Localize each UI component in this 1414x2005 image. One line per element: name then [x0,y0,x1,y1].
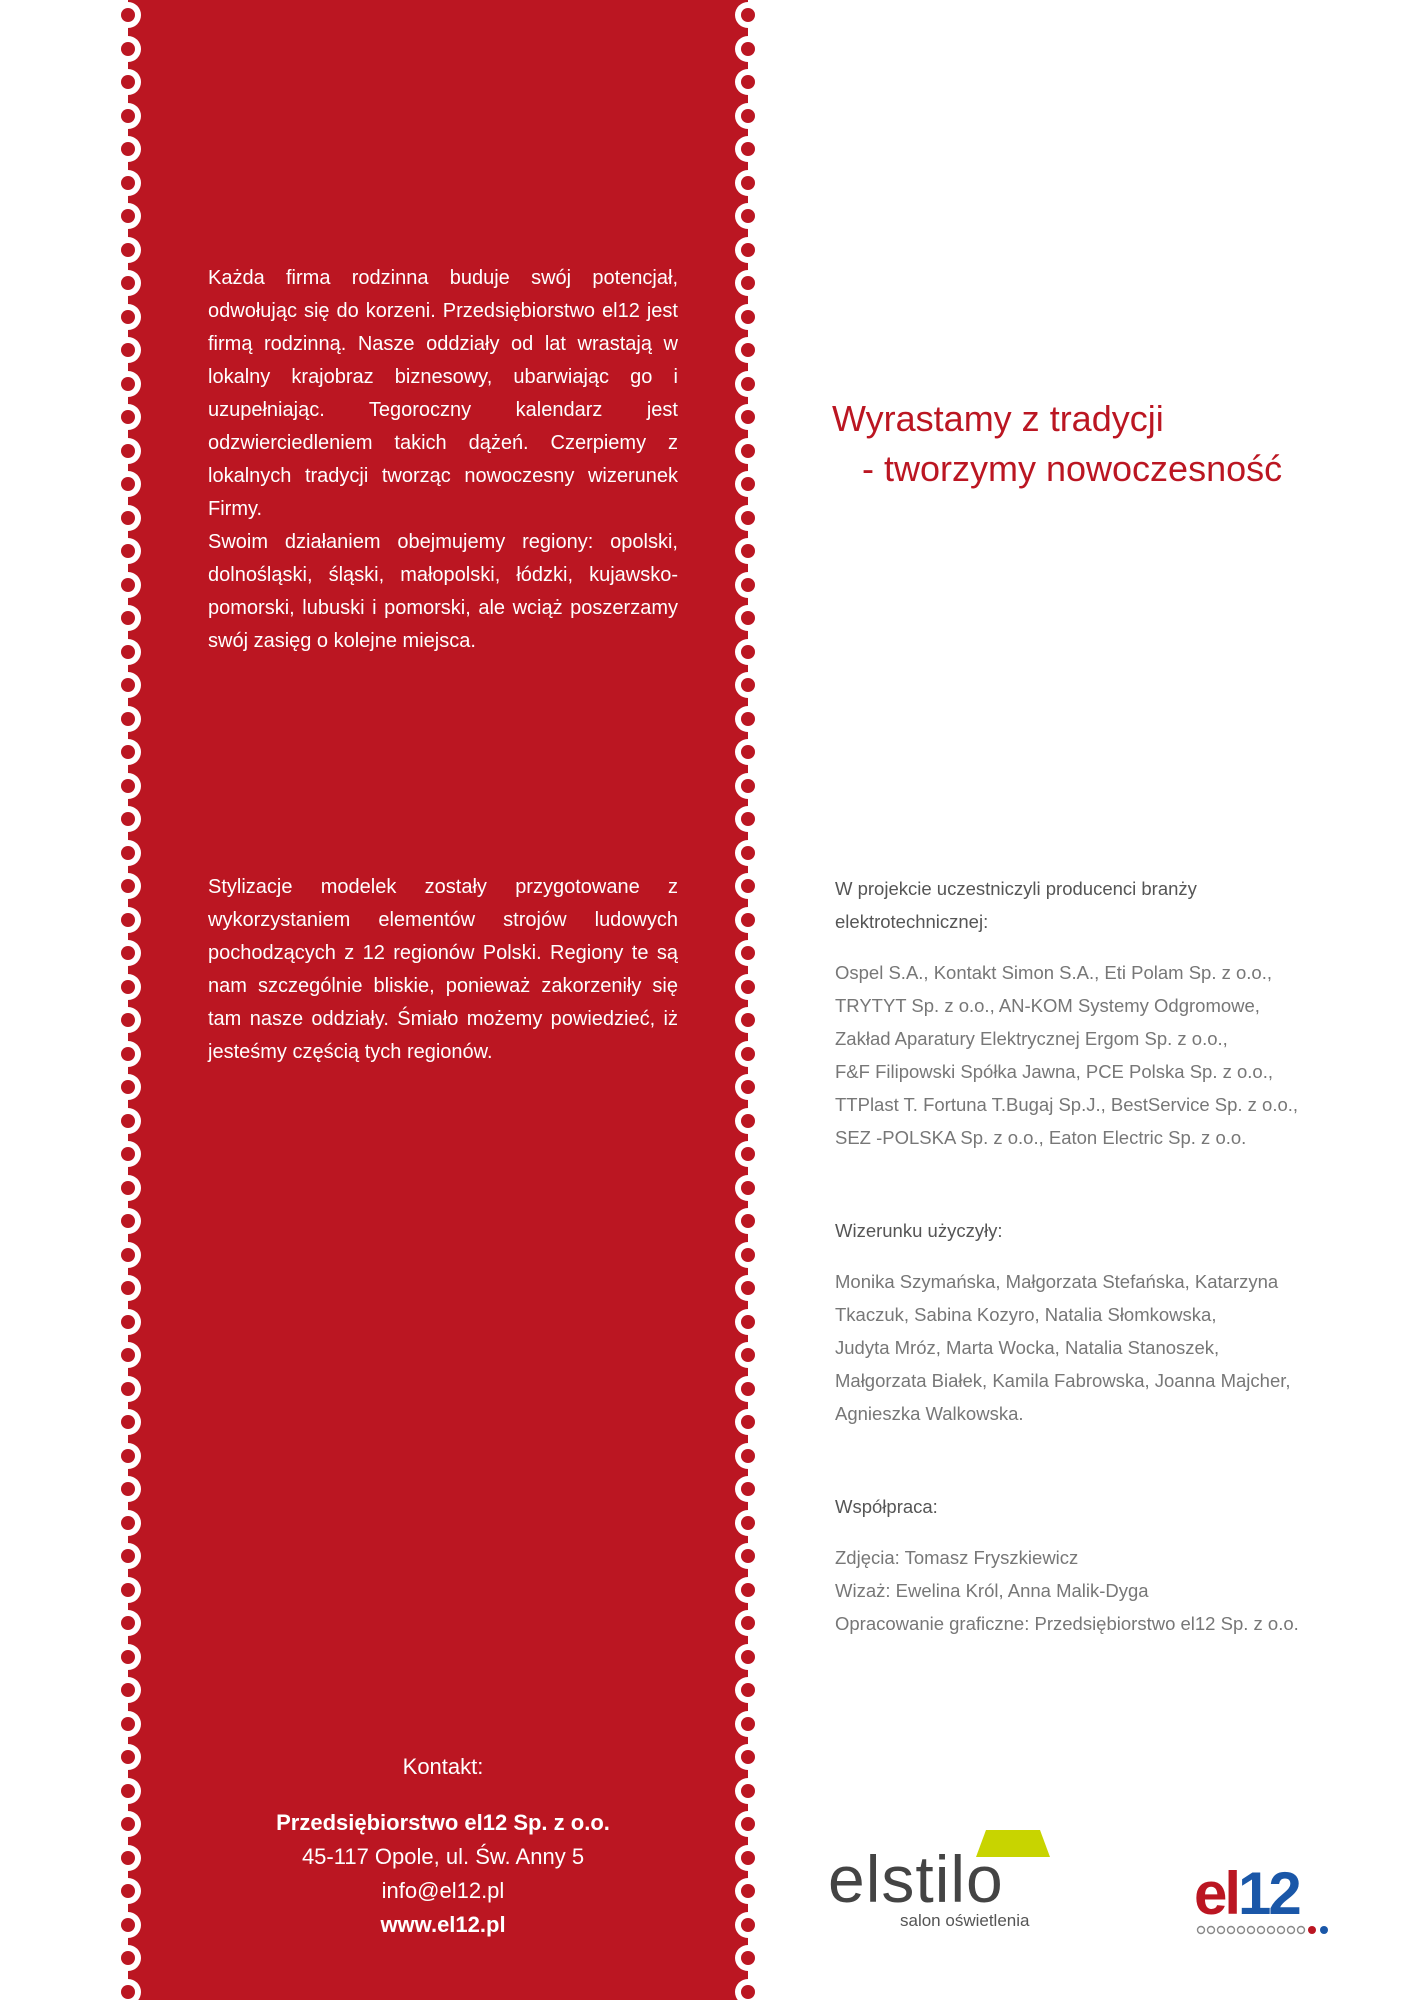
producers-line: SEZ -POLSKA Sp. z o.o., Eaton Electric Sp. z o.o. [835,1127,1247,1148]
scallop-ring [115,974,141,1000]
scallop-ring [735,1476,761,1502]
scallop-ring [115,1041,141,1067]
scallop-ring [115,505,141,531]
scallop-ring [115,1141,141,1167]
ribbon-stylization-text [208,871,678,1069]
scallop-ring [735,438,761,464]
scallop-ring [735,940,761,966]
scallop-ring [735,1945,761,1971]
models-line: Judyta Mróz, Marta Wocka, Natalia Stanoszek, [835,1337,1220,1358]
page-heading [832,394,1282,494]
scallop-ring [115,1945,141,1971]
scallop-ring [735,538,761,564]
scallop-ring [735,136,761,162]
scallop-ring [115,1208,141,1234]
el12-red-dot [1308,1926,1316,1934]
scallop-ring [735,1510,761,1536]
scallop-ring [115,1443,141,1469]
models-section [835,1214,1315,1430]
scallop-ring [115,103,141,129]
scallop-ring [115,36,141,62]
cooperation-line: Wizaż: Ewelina Król, Anna Malik-Dyga [835,1580,1149,1601]
scallop-ring [735,36,761,62]
cooperation-title: Współpraca: [835,1496,938,1517]
producers-section [835,872,1315,1154]
scallop-ring [735,471,761,497]
producers-title [835,872,1315,938]
scallop-ring [735,270,761,296]
scallop-ring [115,1242,141,1268]
elstilo-wordmark: elstilo [828,1842,1004,1916]
scallop-ring [115,907,141,933]
el12-logo [1194,1858,1346,1938]
scallop-ring [115,639,141,665]
scallop-ring [735,1242,761,1268]
elstilo-subtitle: salon oświetlenia [900,1911,1030,1930]
scallop-ring [735,1108,761,1134]
scallop-ring [115,1677,141,1703]
scallop-ring [735,1912,761,1938]
scallop-ring [735,237,761,263]
scallop-ring [735,1577,761,1603]
scallop-ring [735,1007,761,1033]
scallop-ring [735,1074,761,1100]
scallop-ring [115,270,141,296]
scallop-ring [735,672,761,698]
scallop-ring [735,1979,761,2005]
models-line: Tkaczuk, Sabina Kozyro, Natalia Słomkowska, [835,1304,1217,1325]
scallop-ring [115,1845,141,1871]
ribbon-intro-text [208,262,678,658]
scallop-ring [735,1778,761,1804]
scallop-ring [735,1376,761,1402]
scallop-ring [735,103,761,129]
scallop-ring [115,1342,141,1368]
scallop-ring [735,371,761,397]
scallop-ring [735,1644,761,1670]
scallop-ring [115,1644,141,1670]
scallop-ring [115,170,141,196]
scallop-ring [115,1409,141,1435]
models-title: Wizerunku użyczyły: [835,1220,1003,1241]
intro-paragraph-1: Każda firma rodzinna buduje swój potencjał, odwołując się do korzeni. Przedsiębiorstwo el12 jest firmą rodzinną. Nasze oddziały od lat wrastają w lokalny krajobraz biznesowy, ubarwiając go i uzupełniając. Tegoroczny kalendarz jest odzwierciedleniem takich dążeń. Czerpiemy z lokalnych tradycji tworząc nowoczesny wizerunek Firmy. [208,267,678,520]
el12-dots-decoration [1198,1927,1305,1934]
scallop-ring [115,806,141,832]
scallop-ring [115,337,141,363]
scallop-ring [735,1443,761,1469]
scallop-ring [115,1577,141,1603]
scallop-ring [115,237,141,263]
scallop-ring [735,806,761,832]
scallop-ring [735,1711,761,1737]
scallop-ring [115,371,141,397]
scallop-ring [115,1878,141,1904]
el12-blue-dot [1320,1926,1328,1934]
scallop-ring [735,1543,761,1569]
scallop-ring [735,1175,761,1201]
producers-title-line-1: W projekcie uczestniczyli producenci branży [835,878,1197,899]
heading-line-2: - tworzymy nowoczesność [862,448,1283,489]
scallop-ring [735,1141,761,1167]
scallop-ring [115,471,141,497]
scallop-ring [735,873,761,899]
scallop-ring [115,1543,141,1569]
scallop-ring [115,1778,141,1804]
scallop-ring [115,1912,141,1938]
scallop-ring [115,404,141,430]
scallop-ring [115,706,141,732]
scallop-ring [115,1744,141,1770]
scallop-ring [115,438,141,464]
scallop-ring [735,1677,761,1703]
scallop-ring [115,1476,141,1502]
contact-email[interactable]: info@el12.pl [381,1878,505,1903]
scallop-ring [735,337,761,363]
scallop-ring [115,69,141,95]
scallop-ring [115,940,141,966]
scallop-ring [735,1309,761,1335]
scallop-ring [115,1108,141,1134]
scallop-ring [115,1979,141,2005]
cooperation-line: Opracowanie graficzne: Przedsiębiorstwo el12 Sp. z o.o. [835,1613,1299,1634]
scallop-ring [735,739,761,765]
scallop-ring [115,873,141,899]
producers-line: TTPlast T. Fortuna T.Bugaj Sp.J., BestService Sp. z o.o., [835,1094,1299,1115]
elstilo-logo [826,1822,1066,1932]
scallop-ring [115,1610,141,1636]
scallop-ring [735,840,761,866]
el12-wordmark: el12 [1194,1860,1299,1927]
scallop-ring [735,773,761,799]
producers-line: Ospel S.A., Kontakt Simon S.A., Eti Polam Sp. z o.o., [835,962,1272,983]
scallop-ring [735,1208,761,1234]
scallop-ring [735,572,761,598]
scallop-ring [115,773,141,799]
producers-line: F&F Filipowski Spółka Jawna, PCE Polska Sp. z o.o., [835,1061,1274,1082]
scallop-ring [115,203,141,229]
scallop-ring [735,1041,761,1067]
scallop-ring [735,1409,761,1435]
scallop-ring [735,1342,761,1368]
producers-line: TRYTYT Sp. z o.o., AN-KOM Systemy Odgromowe, [835,995,1260,1016]
scallop-ring [735,203,761,229]
contact-company: Przedsiębiorstwo el12 Sp. z o.o. [276,1810,610,1835]
scallop-ring [115,672,141,698]
scallop-ring [735,1610,761,1636]
scallop-ring [735,2,761,28]
scallop-ring [735,1275,761,1301]
scallop-ring [735,1744,761,1770]
scallop-ring [115,1811,141,1837]
scallop-ring [735,1878,761,1904]
models-line: Małgorzata Białek, Kamila Fabrowska, Joanna Majcher, [835,1370,1291,1391]
scallop-ring [115,1074,141,1100]
scallop-ring [115,1309,141,1335]
scallop-ring [735,505,761,531]
scallop-ring [115,136,141,162]
scallop-ring [115,1275,141,1301]
scallop-ring [115,605,141,631]
scallop-ring [115,304,141,330]
scallop-ring [115,739,141,765]
scallop-ring [115,1175,141,1201]
stylization-paragraph: Stylizacje modelek zostały przygotowane z wykorzystaniem elementów strojów ludowych pochodzących z 12 regionów Polski. Regiony te są nam szczególnie bliskie, ponieważ zakorzeniły się tam nasze oddziały. Śmiało możemy powiedzieć, iż jesteśmy częścią tych regionów. [208,876,678,1063]
scallop-ring [115,1711,141,1737]
scallop-ring [115,2,141,28]
scallop-ring [735,304,761,330]
scallop-ring [115,1510,141,1536]
intro-paragraph-2: Swoim działaniem obejmujemy regiony: opolski, dolnośląski, śląski, małopolski, łódzki, kujawsko-pomorski, lubuski i pomorski, ale wciąż poszerzamy swój zasięg o kolejne miejsca. [208,531,678,652]
scallop-ring [115,1007,141,1033]
scallop-ring [735,907,761,933]
scallop-ring [735,69,761,95]
scallop-ring [735,605,761,631]
scallop-ring [735,639,761,665]
cooperation-section [835,1490,1315,1640]
scallop-ring [735,1811,761,1837]
heading-line-1: Wyrastamy z tradycji [832,398,1164,439]
producers-line: Zakład Aparatury Elektrycznej Ergom Sp. z o.o., [835,1028,1228,1049]
contact-block [208,1750,678,1942]
scallop-ring [735,706,761,732]
scallop-ring [735,170,761,196]
scallop-ring [735,404,761,430]
scallop-ring [115,538,141,564]
cooperation-line: Zdjęcia: Tomasz Fryszkiewicz [835,1547,1079,1568]
producers-title-line-2: elektrotechnicznej: [835,911,989,932]
models-line: Agnieszka Walkowska. [835,1403,1024,1424]
contact-website[interactable]: www.el12.pl [380,1912,506,1937]
contact-label: Kontakt: [402,1754,484,1779]
scallop-ring [115,572,141,598]
contact-address: 45-117 Opole, ul. Św. Anny 5 [301,1844,585,1869]
models-line: Monika Szymańska, Małgorzata Stefańska, Katarzyna [835,1271,1279,1292]
scallop-ring [115,1376,141,1402]
scallop-ring [735,974,761,1000]
scallop-ring [735,1845,761,1871]
scallop-ring [115,840,141,866]
